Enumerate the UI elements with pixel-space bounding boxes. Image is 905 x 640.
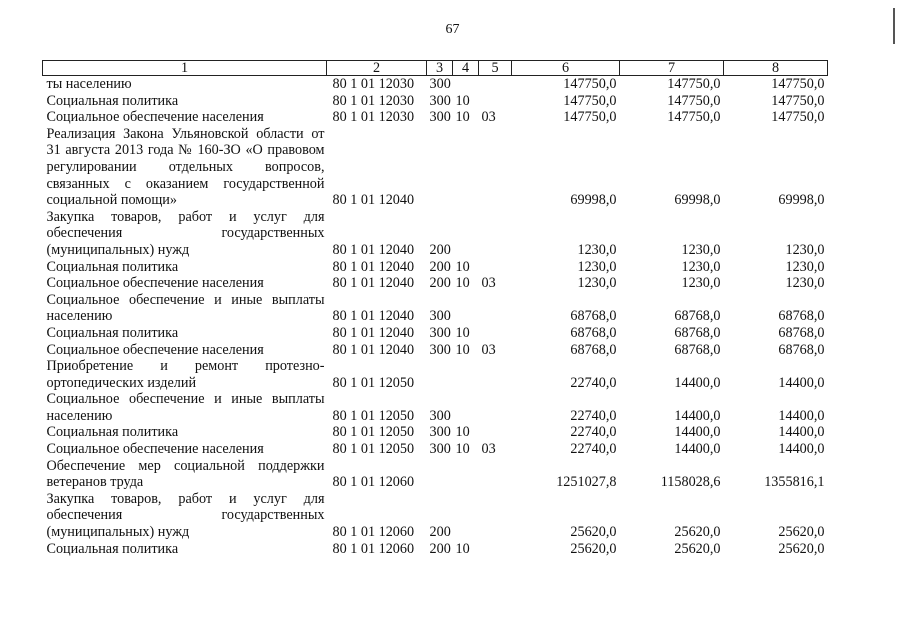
header-col-4: 4 bbox=[453, 61, 479, 76]
row-name-cell: Социальное обеспечение населения bbox=[46, 109, 264, 126]
row-value-col8-cell: 69998,0 bbox=[778, 192, 825, 209]
row-value-col8-cell: 68768,0 bbox=[778, 308, 825, 325]
row-value-col8-cell: 1230,0 bbox=[785, 241, 825, 258]
row-col3-cell: 300 bbox=[429, 76, 451, 92]
row-name-cell: Социальное обеспечение населения bbox=[46, 441, 264, 458]
row-code-cell: 80 1 01 12040 bbox=[332, 192, 415, 209]
row-value-col7-cell: 147750,0 bbox=[667, 92, 721, 109]
header-col-3: 3 bbox=[427, 61, 453, 76]
header-col-2: 2 bbox=[327, 61, 427, 76]
row-code-cell: 80 1 01 12050 bbox=[332, 374, 415, 391]
row-col3-cell: 200 bbox=[429, 275, 451, 292]
row-col5-cell bbox=[479, 458, 512, 491]
row-code-cell: 80 1 01 12060 bbox=[332, 540, 415, 557]
row-col4-cell: 10 bbox=[455, 424, 470, 441]
header-col-8: 8 bbox=[724, 61, 828, 76]
row-col3-cell: 300 bbox=[429, 341, 451, 358]
row-col3-cell: 200 bbox=[429, 241, 451, 258]
row-col5-cell bbox=[479, 126, 512, 209]
row-value-col6-cell: 22740,0 bbox=[570, 424, 617, 441]
row-col5-cell bbox=[479, 541, 512, 558]
row-value-col6-cell: 22740,0 bbox=[570, 407, 617, 424]
row-value-col6-cell: 1230,0 bbox=[577, 275, 617, 292]
table-row bbox=[43, 292, 828, 325]
row-value-col7-cell: 147750,0 bbox=[667, 76, 721, 92]
table-row bbox=[43, 491, 828, 541]
row-value-col7-cell: 1230,0 bbox=[681, 258, 721, 275]
row-code-cell: 80 1 01 12030 bbox=[332, 92, 415, 109]
row-value-col7-cell: 14400,0 bbox=[674, 407, 721, 424]
row-value-col8-cell: 14400,0 bbox=[778, 374, 825, 391]
row-value-col7-cell: 14400,0 bbox=[674, 424, 721, 441]
row-col3-cell: 300 bbox=[429, 324, 451, 341]
row-name-cell: Закупка товаров, работ и услуг для обеспечения государственных (муниципальных) нужд bbox=[46, 208, 325, 258]
row-col4-cell bbox=[453, 458, 479, 491]
row-col5-cell bbox=[479, 358, 512, 391]
row-col4-cell: 10 bbox=[455, 324, 470, 341]
table-row bbox=[43, 458, 828, 491]
row-col4-cell: 10 bbox=[455, 275, 470, 292]
row-value-col6-cell: 1251027,8 bbox=[556, 474, 617, 491]
row-value-col8-cell: 1230,0 bbox=[785, 258, 825, 275]
row-value-col7-cell: 14400,0 bbox=[674, 441, 721, 458]
row-col3-cell: 300 bbox=[429, 308, 451, 325]
row-value-col8-cell: 147750,0 bbox=[771, 92, 825, 109]
row-value-col8-cell: 14400,0 bbox=[778, 441, 825, 458]
row-value-col7-cell: 1230,0 bbox=[681, 241, 721, 258]
table-row bbox=[43, 259, 828, 276]
row-col5-cell bbox=[479, 209, 512, 259]
row-value-col8-cell: 1230,0 bbox=[785, 275, 825, 292]
row-code-cell: 80 1 01 12040 bbox=[332, 241, 415, 258]
table-row bbox=[43, 209, 828, 259]
row-code-cell: 80 1 01 12030 bbox=[332, 76, 415, 92]
row-name-cell: Социальная политика bbox=[46, 424, 179, 441]
row-col4-cell: 10 bbox=[455, 258, 470, 275]
row-col5-cell bbox=[479, 325, 512, 342]
row-value-col8-cell: 25620,0 bbox=[778, 540, 825, 557]
row-col5-cell: 03 bbox=[481, 441, 496, 458]
row-value-col6-cell: 68768,0 bbox=[570, 308, 617, 325]
row-col4-cell: 10 bbox=[455, 540, 470, 557]
row-value-col6-cell: 25620,0 bbox=[570, 524, 617, 541]
row-col5-cell: 03 bbox=[481, 275, 496, 292]
table-row bbox=[43, 441, 828, 458]
header-col-1: 1 bbox=[43, 61, 327, 76]
table-row bbox=[43, 126, 828, 209]
table-row bbox=[43, 93, 828, 110]
row-col5-cell bbox=[479, 93, 512, 110]
row-col4-cell: 10 bbox=[455, 441, 470, 458]
row-value-col6-cell: 147750,0 bbox=[563, 109, 617, 126]
row-col3-cell: 300 bbox=[429, 109, 451, 126]
row-col3-cell: 300 bbox=[429, 424, 451, 441]
row-value-col7-cell: 14400,0 bbox=[674, 374, 721, 391]
row-value-col7-cell: 1230,0 bbox=[681, 275, 721, 292]
table-row bbox=[43, 325, 828, 342]
table-row bbox=[43, 342, 828, 359]
row-col5-cell bbox=[479, 292, 512, 325]
row-code-cell: 80 1 01 12040 bbox=[332, 258, 415, 275]
row-code-cell: 80 1 01 12040 bbox=[332, 275, 415, 292]
row-name-cell: Социальное обеспечение населения bbox=[46, 275, 264, 292]
row-code-cell: 80 1 01 12050 bbox=[332, 441, 415, 458]
row-value-col7-cell: 68768,0 bbox=[674, 341, 721, 358]
row-value-col6-cell: 68768,0 bbox=[570, 324, 617, 341]
row-name-cell: Закупка товаров, работ и услуг для обеспечения государственных (муниципальных) нужд bbox=[46, 490, 325, 541]
row-col3-cell bbox=[427, 126, 453, 209]
row-name-cell: Социальная политика bbox=[46, 258, 179, 275]
budget-table bbox=[42, 60, 828, 557]
row-code-cell: 80 1 01 12050 bbox=[332, 407, 415, 424]
row-col4-cell bbox=[453, 76, 479, 93]
table-row bbox=[43, 541, 828, 558]
row-value-col6-cell: 69998,0 bbox=[570, 192, 617, 209]
row-col3-cell: 200 bbox=[429, 258, 451, 275]
row-col5-cell bbox=[479, 424, 512, 441]
row-value-col6-cell: 147750,0 bbox=[563, 76, 617, 92]
row-col4-cell: 10 bbox=[455, 109, 470, 126]
row-col3-cell: 200 bbox=[429, 540, 451, 557]
row-col5-cell bbox=[479, 76, 512, 93]
row-value-col7-cell: 68768,0 bbox=[674, 308, 721, 325]
row-col4-cell bbox=[453, 209, 479, 259]
row-value-col6-cell: 1230,0 bbox=[577, 258, 617, 275]
row-col4-cell bbox=[453, 358, 479, 391]
table-body bbox=[43, 76, 828, 558]
row-value-col8-cell: 25620,0 bbox=[778, 524, 825, 541]
row-name-cell: Социальное обеспечение и иные выплаты населению bbox=[46, 391, 325, 424]
row-code-cell: 80 1 01 12040 bbox=[332, 308, 415, 325]
row-name-cell: Обеспечение мер социальной поддержки ветеранов труда bbox=[46, 457, 325, 491]
row-value-col6-cell: 22740,0 bbox=[570, 374, 617, 391]
row-name-cell: Реализация Закона Ульяновской области от 31 августа 2013 года № 160-ЗО «О правовом регулировании отдельных вопросов, связанных с оказанием государственной социальной помощи» bbox=[46, 125, 325, 209]
table-row bbox=[43, 275, 828, 292]
row-col4-cell: 10 bbox=[455, 92, 470, 109]
row-col5-cell bbox=[479, 391, 512, 424]
row-value-col7-cell: 68768,0 bbox=[674, 324, 721, 341]
row-value-col7-cell: 69998,0 bbox=[674, 192, 721, 209]
table-row bbox=[43, 424, 828, 441]
row-col5-cell bbox=[479, 491, 512, 541]
table-row bbox=[43, 109, 828, 126]
row-value-col8-cell: 147750,0 bbox=[771, 109, 825, 126]
row-code-cell: 80 1 01 12050 bbox=[332, 424, 415, 441]
row-code-cell: 80 1 01 12060 bbox=[332, 524, 415, 541]
row-value-col8-cell: 14400,0 bbox=[778, 424, 825, 441]
row-col4-cell bbox=[453, 126, 479, 209]
row-col5-cell: 03 bbox=[481, 341, 496, 358]
row-name-cell: Социальная политика bbox=[46, 540, 179, 557]
row-value-col6-cell: 25620,0 bbox=[570, 540, 617, 557]
row-name-cell: Приобретение и ремонт протезно-ортопедических изделий bbox=[46, 358, 325, 391]
header-col-6: 6 bbox=[512, 61, 620, 76]
table-row bbox=[43, 76, 828, 93]
row-name-cell: Социальная политика bbox=[46, 324, 179, 341]
row-col4-cell bbox=[453, 292, 479, 325]
row-col4-cell: 10 bbox=[455, 341, 470, 358]
row-name-cell: ты населению bbox=[46, 76, 132, 92]
row-col3-cell: 300 bbox=[429, 441, 451, 458]
row-value-col8-cell: 14400,0 bbox=[778, 407, 825, 424]
header-col-7: 7 bbox=[620, 61, 724, 76]
row-value-col7-cell: 147750,0 bbox=[667, 109, 721, 126]
row-value-col6-cell: 22740,0 bbox=[570, 441, 617, 458]
row-code-cell: 80 1 01 12030 bbox=[332, 109, 415, 126]
row-code-cell: 80 1 01 12040 bbox=[332, 341, 415, 358]
row-value-col8-cell: 1355816,1 bbox=[764, 474, 825, 491]
row-value-col7-cell: 25620,0 bbox=[674, 524, 721, 541]
table-row bbox=[43, 391, 828, 424]
row-value-col6-cell: 147750,0 bbox=[563, 92, 617, 109]
row-value-col6-cell: 1230,0 bbox=[577, 241, 617, 258]
row-value-col8-cell: 68768,0 bbox=[778, 324, 825, 341]
row-value-col6-cell: 68768,0 bbox=[570, 341, 617, 358]
row-value-col7-cell: 25620,0 bbox=[674, 540, 721, 557]
row-col3-cell bbox=[427, 458, 453, 491]
row-code-cell: 80 1 01 12060 bbox=[332, 474, 415, 491]
row-name-cell: Социальная политика bbox=[46, 92, 179, 109]
header-row bbox=[43, 61, 828, 76]
scan-edge-mark bbox=[893, 8, 895, 44]
header-col-5: 5 bbox=[479, 61, 512, 76]
page-number: 67 bbox=[445, 22, 460, 37]
row-value-col7-cell: 1158028,6 bbox=[660, 474, 721, 491]
row-code-cell: 80 1 01 12040 bbox=[332, 324, 415, 341]
row-col5-cell: 03 bbox=[481, 109, 496, 126]
row-col5-cell bbox=[479, 259, 512, 276]
row-name-cell: Социальное обеспечение и иные выплаты населению bbox=[46, 291, 325, 325]
row-value-col8-cell: 68768,0 bbox=[778, 341, 825, 358]
row-name-cell: Социальное обеспечение населения bbox=[46, 341, 264, 358]
row-col4-cell bbox=[453, 391, 479, 424]
row-col3-cell bbox=[427, 358, 453, 391]
row-col3-cell: 300 bbox=[429, 407, 451, 424]
row-col3-cell: 200 bbox=[429, 524, 451, 541]
row-col4-cell bbox=[453, 491, 479, 541]
table-row bbox=[43, 358, 828, 391]
row-col3-cell: 300 bbox=[429, 92, 451, 109]
row-value-col8-cell: 147750,0 bbox=[771, 76, 825, 92]
